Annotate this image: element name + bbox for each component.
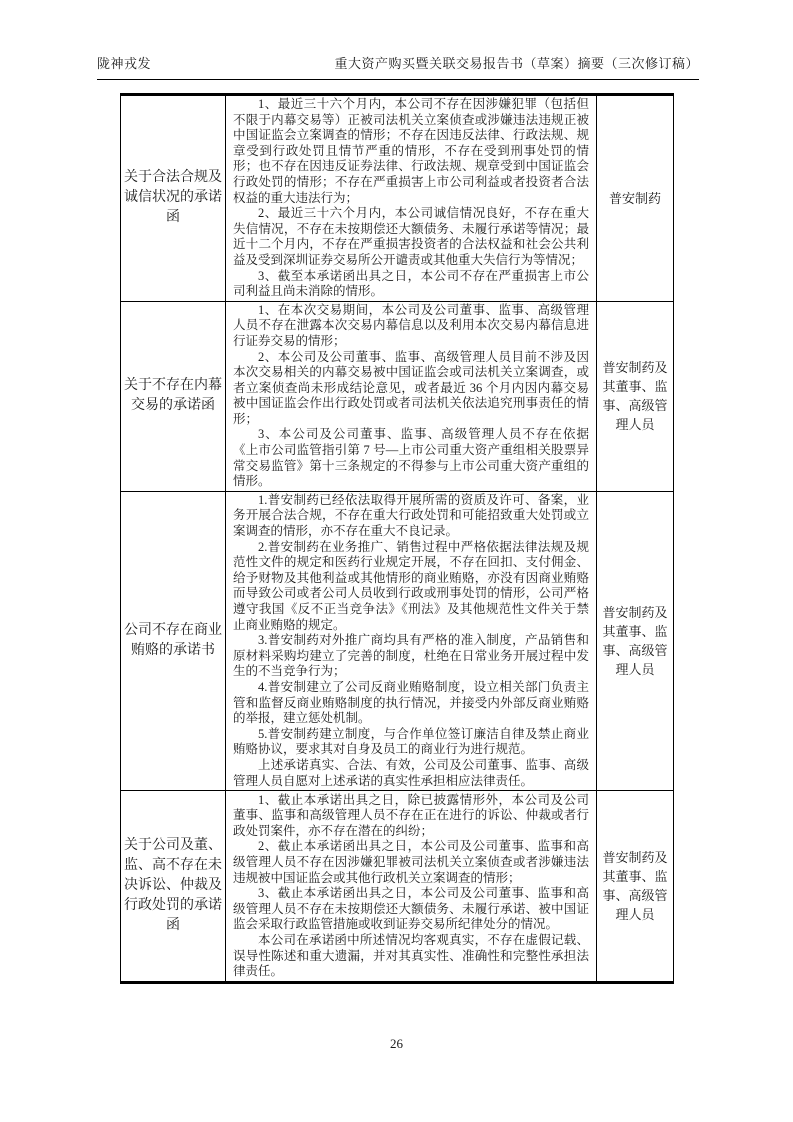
commitment-party-cell: 普安制药及其董事、监事、高级管理人员 [597, 791, 674, 983]
page-footer [0, 1036, 793, 1052]
commitment-title-cell: 公司不存在商业贿赂的承诺书 [121, 491, 226, 790]
commitment-party-cell: 普安制药 [597, 95, 674, 302]
commitment-paragraph: 1、在本次交易期间，本公司及公司董事、监事、高级管理人员不存在泄露本次交易内幕信息以及利用本次交易内幕信息进行证券交易的情形； [233, 302, 589, 348]
commitment-party-cell: 普安制药及其董事、监事、高级管理人员 [597, 491, 674, 790]
commitment-paragraph: 3、截止本承诺函出具之日，本公司及公司董事、监事和高级管理人员不存在未按期偿还大额债务、未履行承诺、被中国证监会采取行政监管措施或收到证券交易所纪律处分的情况。 [233, 886, 589, 932]
commitment-paragraph: 1.普安制药已经依法取得开展所需的资质及许可、备案，业务开展合法合规，不存在重大行政处罚和可能招致重大处罚或立案调查的情形，亦不存在重大不良记录。 [233, 492, 589, 539]
commitment-paragraph: 2、本公司及公司董事、监事、高级管理人员目前不涉及因本次交易相关的内幕交易被中国证监会或司法机关立案调查，或者立案侦查尚未形成结论意见，或者最近 36 个月内因内幕交易被中国证监会作出行政处罚或者司法机关依法追究刑事责任的情形； [233, 349, 589, 426]
commitment-paragraph: 2、截止本承诺函出具之日，本公司及公司董事、监事和高级管理人员不存在因涉嫌犯罪被司法机关立案侦查或者涉嫌违法违规被中国证监会或其他行政机关立案调查的情形； [233, 839, 589, 885]
commitment-content-cell [226, 95, 597, 302]
commitment-paragraph: 5.普安制药建立制度，与合作单位签订廉洁自律及禁止商业贿赂协议，要求其对自身及员工的商业行为进行规范。 [233, 726, 589, 757]
header-company-name: 陇神戎发 [97, 56, 152, 71]
commitment-title-cell: 关于不存在内幕交易的承诺函 [121, 301, 226, 491]
commitment-content-cell [226, 791, 597, 983]
table-row [121, 301, 674, 491]
commitment-paragraph: 4.普安制建立了公司反商业贿赂制度，设立相关部门负责主管和监督反商业贿赂制度的执行情况，并接受内外部反商业贿赂的举报，建立惩处机制。 [233, 679, 589, 726]
commitments-table [120, 93, 674, 984]
commitment-paragraph: 本公司在承诺函中所述情况均客观真实，不存在虚假记载、误导性陈述和重大遗漏，并对其真实性、准确性和完整性承担法律责任。 [233, 932, 589, 979]
commitment-paragraph: 1、最近三十六个月内，本公司不存在因涉嫌犯罪（包括但不限于内幕交易等）正被司法机关立案侦查或涉嫌违法违规正被中国证监会立案调查的情形；不存在因违反法律、行政法规、规章受到行政处罚且情节严重的情形，不存在受到刑事处罚的情形；也不存在因违反证券法律、行政法规、规章受到中国证监会行政处罚的情形；不存在严重损害上市公司利益或者投资者合法权益的重大违法行为； [233, 97, 589, 205]
commitment-title-cell: 关于合法合规及诚信状况的承诺函 [121, 95, 226, 302]
commitment-party-cell: 普安制药及其董事、监事、高级管理人员 [597, 301, 674, 491]
table-row [121, 491, 674, 790]
commitment-title-cell: 关于公司及董、监、高不存在未决诉讼、仲裁及行政处罚的承诺函 [121, 791, 226, 983]
page-header [97, 53, 699, 80]
commitment-paragraph: 2、最近三十六个月内，本公司诚信情况良好，不存在重大失信情况，不存在未按期偿还大额债务、未履行承诺等情况；最近十二个月内，不存在严重损害投资者的合法权益和社会公共利益及受到深圳证券交易所公开谴责或其他重大失信行为等情况； [233, 206, 589, 267]
commitment-paragraph: 2.普安制药在业务推广、销售过程中严格依据法律法规及规范性文件的规定和医药行业规定开展，不存在回扣、支付佣金、给予财物及其他利益或其他情形的商业贿赂，亦没有因商业贿赂而导致公司或者公司人员收到行政或刑事处罚的情形，公司严格遵守我国《反不正当竞争法》《刑法》及其他规范性文件关于禁止商业贿赂的规定。 [233, 539, 589, 632]
table-row [121, 95, 674, 302]
commitment-content-cell [226, 491, 597, 790]
commitment-paragraph: 3、本公司及公司董事、监事、高级管理人员不存在依据《上市公司监管指引第 7 号—上市公司重大资产重组相关股票异常交易监管》第十三条规定的不得参与上市公司重大资产重组的情形。 [233, 427, 589, 489]
page-number: 26 [390, 1036, 403, 1051]
commitments-table-body [121, 95, 674, 983]
commitment-paragraph: 3、截至本承诺函出具之日，本公司不存在严重损害上市公司利益且尚未消除的情形。 [233, 268, 589, 299]
commitment-content-cell [226, 301, 597, 491]
commitment-paragraph: 1、截止本承诺出具之日，除已披露情形外，本公司及公司董事、监事和高级管理人员不存在正在进行的诉讼、仲裁或者行政处罚案件，亦不存在潜在的纠纷； [233, 792, 589, 838]
header-document-title: 重大资产购买暨关联交易报告书（草案）摘要（三次修订稿） [334, 56, 699, 71]
table-row [121, 791, 674, 983]
commitment-paragraph: 上述承诺真实、合法、有效，公司及公司董事、监事、高级管理人员自愿对上述承诺的真实性承担相应法律责任。 [233, 757, 589, 788]
commitment-paragraph: 3.普安制药对外推广商均具有严格的准入制度，产品销售和原材料采购均建立了完善的制度，杜绝在日常业务开展过程中发生的不当竞争行为； [233, 633, 589, 679]
